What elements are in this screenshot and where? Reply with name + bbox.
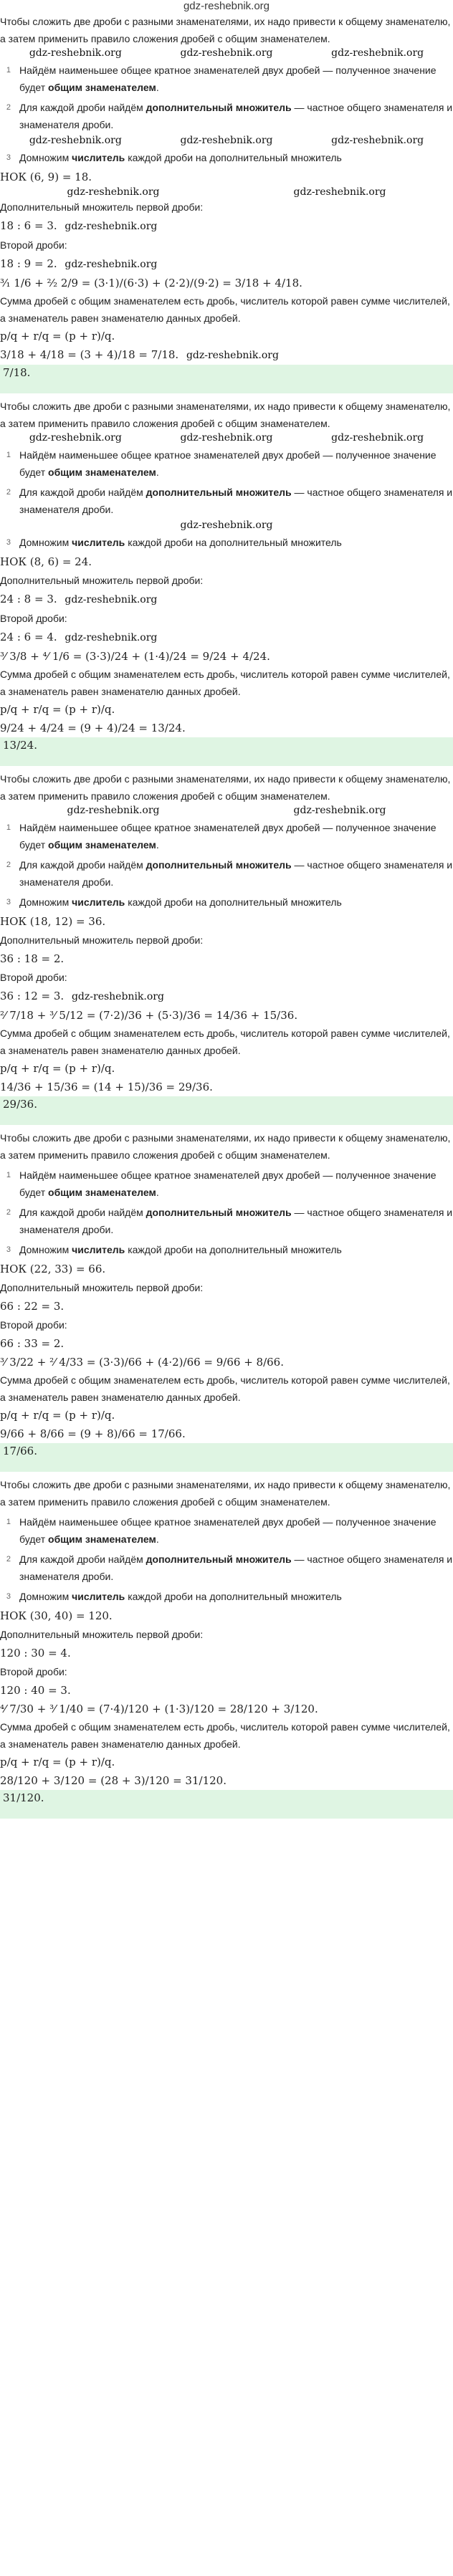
step-3 <box>0 149 453 166</box>
answer-box: 13/24. <box>0 737 453 766</box>
step-number: 2 <box>6 488 11 497</box>
step-text: Домножим числитель каждой дроби на дополнительный множитель <box>19 1591 342 1602</box>
second-factor-calc: 120 : 40 = 3. <box>0 1684 71 1697</box>
solution-section-2 <box>0 398 453 766</box>
step-text: Для каждой дроби найдём дополнительный множитель — частное общего знаменателя и знаменателя дроби. <box>19 102 453 130</box>
result-line: 9/66 + 8/66 = (9 + 8)/66 = 17/66. <box>0 1427 186 1440</box>
first-factor-calc: 24 : 8 = 3. gdz-reshebnik.org <box>0 590 453 609</box>
step-text: Для каждой дроби найдём дополнительный множитель — частное общего знаменателя и знаменателя дроби. <box>19 487 453 515</box>
first-factor-label: Дополнительный множитель первой дроби: <box>0 201 204 213</box>
lcm-line: НОК (8, 6) = 24. <box>0 555 92 568</box>
step-text: Для каждой дроби найдём дополнительный множитель — частное общего знаменателя и знаменателя дроби. <box>19 1553 453 1582</box>
step-number: 2 <box>6 103 11 112</box>
step-text: Найдём наименьшее общее кратное знаменателей двух дробей — полученное значение будет общим знаменателем. <box>19 1169 437 1198</box>
second-factor-label: Второй дроби: <box>0 1666 67 1677</box>
watermark: gdz-reshebnik.org <box>186 350 279 361</box>
solution-section-1 <box>0 13 453 393</box>
first-factor-calc: 66 : 22 = 3. <box>0 1300 65 1313</box>
step-number: 3 <box>6 538 11 547</box>
result-line: 28/120 + 3/120 = (28 + 3)/120 = 31/120. <box>0 1774 226 1787</box>
watermark: gdz-reshebnik.org <box>29 135 122 146</box>
step-1 <box>0 62 453 96</box>
second-factor-label: Второй дроби: <box>0 613 67 624</box>
first-factor-calc: 36 : 18 = 2. <box>0 952 65 965</box>
answer-box: 29/36. <box>0 1096 453 1125</box>
watermark: gdz-reshebnik.org <box>29 47 122 59</box>
lcm-line: НОК (22, 33) = 66. <box>0 1263 106 1275</box>
step-text: Найдём наименьшее общее кратное знаменателей двух дробей — полученное значение будет общим знаменателем. <box>19 1516 437 1545</box>
step-text: Для каждой дроби найдём дополнительный множитель — частное общего знаменателя и знаменателя дроби. <box>19 1207 453 1235</box>
step-text: Найдём наименьшее общее кратное знаменателей двух дробей — полученное значение будет общим знаменателем. <box>19 449 437 478</box>
step-number: 3 <box>6 153 11 162</box>
watermark: gdz-reshebnik.org <box>180 519 273 531</box>
lcm-line: НОК (18, 12) = 36. <box>0 915 106 928</box>
step-2 <box>0 99 453 133</box>
step-text: Домножим числитель каждой дроби на дополнительный множитель <box>19 152 342 163</box>
result-line: 3/18 + 4/18 = (3 + 4)/18 = 7/18. gdz-reshebnik.org <box>0 345 453 365</box>
step-number: 3 <box>6 1245 11 1254</box>
first-factor-label: Дополнительный множитель первой дроби: <box>0 1629 204 1640</box>
watermark: gdz-reshebnik.org <box>331 432 424 444</box>
second-factor-calc: 66 : 33 = 2. <box>0 1337 65 1350</box>
step-number: 1 <box>6 1518 11 1526</box>
step-1 <box>0 446 453 481</box>
sum-formula: p/q + r/q = (p + r)/q. <box>0 703 115 716</box>
watermark: gdz-reshebnik.org <box>180 432 273 444</box>
solution-section-3 <box>0 770 453 1125</box>
intro-text: Чтобы сложить две дроби с разными знаменателями, их надо привести к общему знаменателю, а затем применить правило сложения дробей с общим знаменателем. <box>0 773 451 802</box>
step-text: Найдём наименьшее общее кратное знаменателей двух дробей — полученное значение будет общим знаменателем. <box>19 822 437 851</box>
conversion-line: ³⁄ 3/8 + ⁴⁄ 1/6 = (3·3)/24 + (1·4)/24 = 9/24 + 4/24. <box>0 650 270 663</box>
step-3 <box>0 894 453 911</box>
conversion-line: ²⁄ 7/18 + ³⁄ 5/12 = (7·2)/36 + (5·3)/36 = 14/36 + 15/36. <box>0 1009 298 1022</box>
second-factor-calc: 18 : 9 = 2. gdz-reshebnik.org <box>0 254 453 274</box>
watermark: gdz-reshebnik.org <box>65 259 158 270</box>
step-2 <box>0 856 453 891</box>
first-factor-calc: 120 : 30 = 4. <box>0 1647 71 1660</box>
intro-text: Чтобы сложить две дроби с разными знаменателями, их надо привести к общему знаменателю, а затем применить правило сложения дробей с общим знаменателем. <box>0 401 451 429</box>
watermark: gdz-reshebnik.org <box>331 47 424 59</box>
step-2 <box>0 1551 453 1585</box>
watermark: gdz-reshebnik.org <box>180 135 273 146</box>
first-factor-calc: 18 : 6 = 3. gdz-reshebnik.org <box>0 216 453 236</box>
sum-formula: p/q + r/q = (p + r)/q. <box>0 1062 115 1075</box>
watermark: gdz-reshebnik.org <box>293 805 386 816</box>
first-factor-label: Дополнительный множитель первой дроби: <box>0 575 204 586</box>
step-3 <box>0 1241 453 1258</box>
answer-box: 7/18. <box>0 365 453 393</box>
intro-text: Чтобы сложить две дроби с разными знаменателями, их надо привести к общему знаменателю, а затем применить правило сложения дробей с общим знаменателем. <box>0 16 451 44</box>
step-number: 3 <box>6 1592 11 1601</box>
conversion-line: ³⁄₁ 1/6 + ²⁄₂ 2/9 = (3·1)/(6·3) + (2·2)/(9·2) = 3/18 + 4/18. <box>0 277 302 289</box>
watermark: gdz-reshebnik.org <box>71 991 164 1002</box>
answer-box: 31/120. <box>0 1790 453 1819</box>
step-2 <box>0 484 453 518</box>
sum-formula: p/q + r/q = (p + r)/q. <box>0 330 115 343</box>
watermark: gdz-reshebnik.org <box>65 632 158 643</box>
step-text: Для каждой дроби найдём дополнительный множитель — частное общего знаменателя и знаменателя дроби. <box>19 859 453 888</box>
solution-section-4 <box>0 1129 453 1472</box>
lcm-line: НОК (6, 9) = 18. <box>0 171 92 183</box>
watermark: gdz-reshebnik.org <box>65 221 158 232</box>
result-line: 9/24 + 4/24 = (9 + 4)/24 = 13/24. <box>0 722 186 734</box>
step-number: 2 <box>6 1208 11 1217</box>
intro-text: Чтобы сложить две дроби с разными знаменателями, их надо привести к общему знаменателю, а затем применить правило сложения дробей с общим знаменателем. <box>0 1132 451 1161</box>
first-factor-label: Дополнительный множитель первой дроби: <box>0 934 204 946</box>
sum-rule: Сумма дробей с общим знаменателем есть дробь, числитель которой равен сумме числителей, а знаменатель равен знаменателю данных дробей. <box>0 1028 450 1056</box>
conversion-line: ³⁄ 3/22 + ²⁄ 4/33 = (3·3)/66 + (4·2)/66 = 9/66 + 8/66. <box>0 1356 284 1369</box>
watermark: gdz-reshebnik.org <box>67 186 160 198</box>
watermark: gdz-reshebnik.org <box>180 47 273 59</box>
sum-rule: Сумма дробей с общим знаменателем есть дробь, числитель которой равен сумме числителей, а знаменатель равен знаменателю данных дробей. <box>0 669 450 697</box>
conversion-line: ⁴⁄ 7/30 + ³⁄ 1/40 = (7·4)/120 + (1·3)/120 = 28/120 + 3/120. <box>0 1703 318 1715</box>
second-factor-calc: 36 : 12 = 3. gdz-reshebnik.org <box>0 987 453 1006</box>
sum-rule: Сумма дробей с общим знаменателем есть дробь, числитель которой равен сумме числителей, а знаменатель равен знаменателю данных дробей. <box>0 1721 450 1750</box>
step-3 <box>0 534 453 551</box>
sum-formula: p/q + r/q = (p + r)/q. <box>0 1409 115 1422</box>
step-text: Домножим числитель каждой дроби на дополнительный множитель <box>19 1244 342 1255</box>
second-factor-label: Второй дроби: <box>0 972 67 983</box>
step-number: 3 <box>6 898 11 906</box>
solution-section-5 <box>0 1476 453 1819</box>
watermark: gdz-reshebnik.org <box>293 186 386 198</box>
step-number: 2 <box>6 861 11 869</box>
watermark: gdz-reshebnik.org <box>29 432 122 444</box>
second-factor-calc: 24 : 6 = 4. gdz-reshebnik.org <box>0 628 453 647</box>
step-number: 1 <box>6 66 11 75</box>
step-number: 1 <box>6 1171 11 1179</box>
step-3 <box>0 1588 453 1605</box>
step-number: 1 <box>6 451 11 459</box>
step-1 <box>0 1167 453 1201</box>
result-line: 14/36 + 15/36 = (14 + 15)/36 = 29/36. <box>0 1081 213 1093</box>
step-text: Домножим числитель каждой дроби на дополнительный множитель <box>19 537 342 548</box>
step-number: 1 <box>6 823 11 832</box>
watermark: gdz-reshebnik.org <box>331 135 424 146</box>
sum-formula: p/q + r/q = (p + r)/q. <box>0 1756 115 1768</box>
step-text: Домножим числитель каждой дроби на дополнительный множитель <box>19 896 342 908</box>
lcm-line: НОК (30, 40) = 120. <box>0 1609 113 1622</box>
step-text: Найдём наименьшее общее кратное знаменателей двух дробей — полученное значение будет общим знаменателем. <box>19 64 437 93</box>
first-factor-label: Дополнительный множитель первой дроби: <box>0 1282 204 1293</box>
sum-rule: Сумма дробей с общим знаменателем есть дробь, числитель которой равен сумме числителей, а знаменатель равен знаменателю данных дробей. <box>0 1374 450 1403</box>
step-2 <box>0 1204 453 1238</box>
second-factor-label: Второй дроби: <box>0 239 67 251</box>
watermark: gdz-reshebnik.org <box>65 594 158 605</box>
step-number: 2 <box>6 1555 11 1564</box>
site-logo: gdz-reshebnik.org <box>183 0 270 12</box>
watermark: gdz-reshebnik.org <box>67 805 160 816</box>
step-1 <box>0 1513 453 1548</box>
sum-rule: Сумма дробей с общим знаменателем есть дробь, числитель которой равен сумме числителей, а знаменатель равен знаменателю данных дробей. <box>0 295 450 324</box>
intro-text: Чтобы сложить две дроби с разными знаменателями, их надо привести к общему знаменателю, а затем применить правило сложения дробей с общим знаменателем. <box>0 1479 451 1508</box>
second-factor-label: Второй дроби: <box>0 1319 67 1331</box>
step-1 <box>0 819 453 853</box>
answer-box: 17/66. <box>0 1443 453 1472</box>
